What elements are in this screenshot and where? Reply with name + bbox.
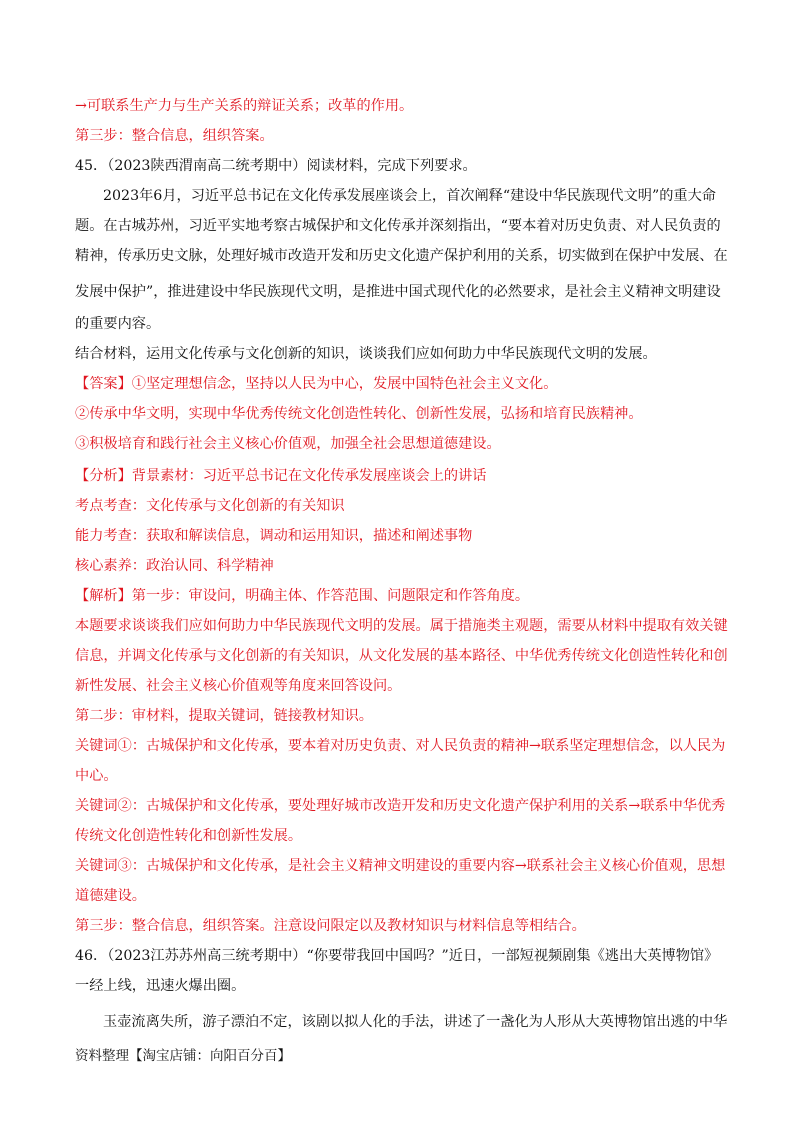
- material-line: 发展中保护”，推进建设中华民族现代文明，是推进中国式现代化的必然要求，是社会主义精神文明建设: [75, 284, 721, 300]
- material-line: 玉壶流离失所，游子漂泊不定，该剧以拟人化的手法，讲述了一盏化为人形从大英博物馆出逃的中华: [103, 1014, 728, 1030]
- explanation-line: 传统文化创造性转化和创新性发展。: [75, 828, 303, 844]
- explanation-line: 中心。: [75, 768, 118, 784]
- analysis-line: 【分析】背景素材：习近平总书记在文化传承发展座谈会上的讲话: [75, 468, 487, 484]
- question-prompt: 结合材料，运用文化传承与文化创新的知识，谈谈我们应如何助力中华民族现代文明的发展。: [75, 346, 657, 362]
- explanation-line: 新性发展、社会主义核心价值观等角度来回答设问。: [75, 678, 402, 694]
- material-line: 的重要内容。: [75, 316, 161, 332]
- material-line: 2023年6月，习近平总书记在文化传承发展座谈会上，首次阐释“建设中华民族现代文明”的重大命: [103, 188, 716, 204]
- text-line: 第三步：整合信息，组织答案。: [75, 128, 274, 144]
- analysis-line: 核心素养：政治认同、科学精神: [75, 558, 274, 574]
- explanation-line: 【解析】第一步：审设问，明确主体、作答范围、问题限定和作答角度。: [75, 588, 530, 604]
- explanation-line: 关键词③：古城保护和文化传承，是社会主义精神文明建设的重要内容→联系社会主义核心价值观，思想: [75, 858, 726, 874]
- explanation-line: 第三步：整合信息，组织答案。注意设问限定以及教材知识与材料信息等相结合。: [75, 918, 586, 934]
- explanation-line: 信息，并调文化传承与文化创新的有关知识，从文化发展的基本路径、中华优秀传统文化创造性转化和创: [75, 648, 728, 664]
- material-line: 题。在古城苏州，习近平实地考察古城保护和文化传承并深刻指出，“要本着对历史负责、对人民负责的: [75, 218, 721, 234]
- explanation-line: 第二步：审材料，提取关键词，链接教材知识。: [75, 708, 373, 724]
- material-line: 一经上线，迅速火爆出圈。: [75, 978, 246, 994]
- answer-line: 【答案】①坚定理想信念，坚持以人民为中心，发展中国特色社会主义文化。: [75, 376, 558, 392]
- explanation-line: 关键词①：古城保护和文化传承，要本着对历史负责、对人民负责的精神→联系坚定理想信念，以人民为: [75, 738, 726, 754]
- text-line: →可联系生产力与生产关系的辩证关系；改革的作用。: [75, 98, 414, 114]
- page-footer: 资料整理【淘宝店铺：向阳百分百】: [75, 1048, 291, 1064]
- answer-line: ②传承中华文明，实现中华优秀传统文化创造性转化、创新性发展，弘扬和培育民族精神。: [75, 406, 643, 422]
- question-heading: 46．（2023江苏苏州高三统考期中）“你要带我回中国吗？”近日，一部短视频剧集《逃出大英博物馆》: [75, 948, 719, 964]
- explanation-line: 本题要求谈谈我们应如何助力中华民族现代文明的发展。属于措施类主观题，需要从材料中提取有效关键: [75, 618, 728, 634]
- analysis-line: 能力考查：获取和解读信息，调动和运用知识，描述和阐述事物: [75, 528, 473, 544]
- question-heading: 45．（2023陕西渭南高二统考期中）阅读材料，完成下列要求。: [75, 158, 477, 174]
- answer-line: ③积极培育和践行社会主义核心价值观，加强全社会思想道德建设。: [75, 436, 501, 452]
- material-line: 精神，传承历史文脉，处理好城市改造开发和历史文化遗产保护利用的关系，切实做到在保护中发展、在: [75, 248, 728, 264]
- analysis-line: 考点考查：文化传承与文化创新的有关知识: [75, 498, 345, 514]
- explanation-line: 道德建设。: [75, 888, 146, 904]
- explanation-line: 关键词②：古城保护和文化传承，要处理好城市改造开发和历史文化遗产保护利用的关系→联系中华优秀: [75, 798, 726, 814]
